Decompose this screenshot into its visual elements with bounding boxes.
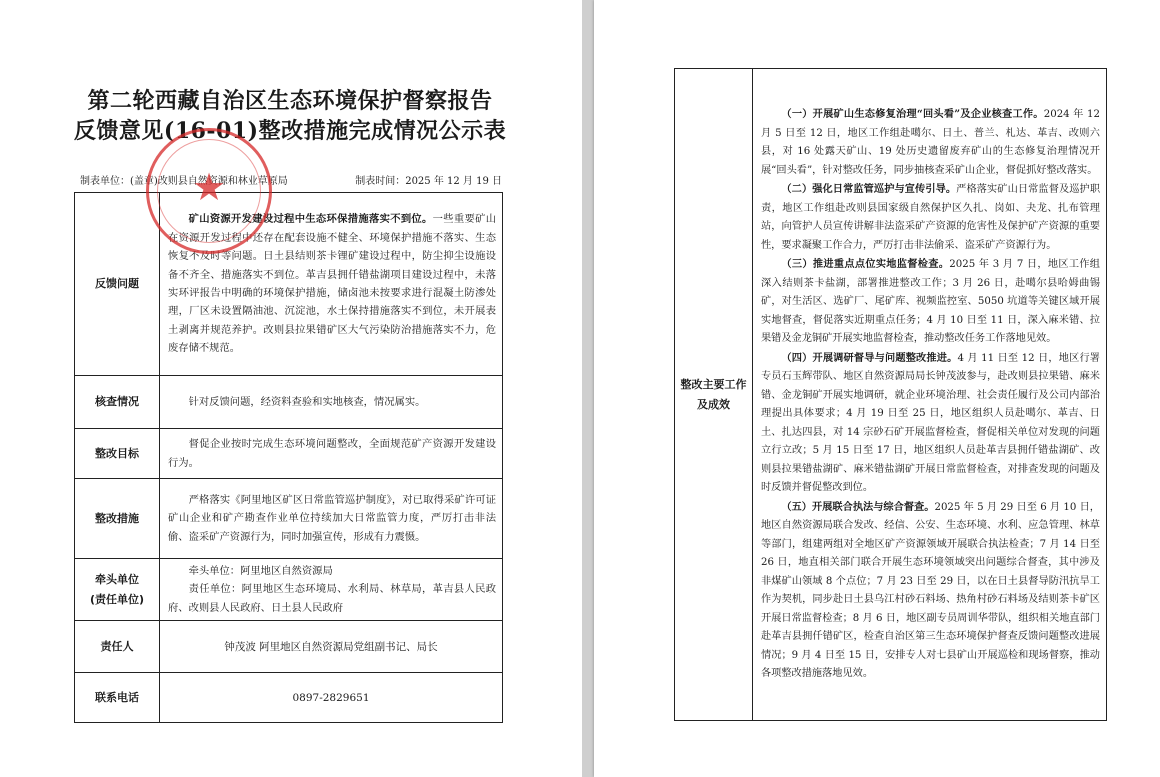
row-verify [75,376,503,429]
production-date: 制表时间：2025 年 12 月 19 日 [355,176,502,187]
paragraph-5-body: 2025 年 5 月 29 日至 6 月 10 日，地区自然资源局联合发改、经信、公安、生态环境、水利、应急管理、林草等部门，组建两组对全地区矿产资源领域开展联合执法检查；7 月 14 日至 26 日，地直相关部门联合开展生态环境领域突出问题综合督查，其中涉及非煤矿山领域 8 个点位；7 月 23 日至 29 日，以在日土县督导防汛抗旱工作为契机，同步赴日土县乌江村砂石料场、热角村砂石料场及结则茶卡矿区开展日常监督检查；8 月 6 日，地区副专员周训华带队，组织相关地直部门赴革吉县拥仟错矿区，检查自治区第三生态环境保护督查反馈问题整改进展情况；9 月 4 日至 15 日，安排专人对七县矿山开展巡检和现场督察，推动各项整改措施落地见效。 [761,501,1100,680]
paragraph-1-body: 2024 年 12 月 5 日至 12 日，地区工作组赴噶尔、日土、普兰、札达、革吉、改则六县，对 16 处露天矿山、19 处历史遗留废弃矿山的生态修复治理情况开展“回头看”，针对整改任务，同步抽核查采矿山企业，督促抓好整改落实。 [761,109,1100,176]
feedback-text: 一些重要矿山在资源开发过程中还存在配套设施不健全、环境保护措施不落实、生态恢复不及时等问题。日土县结则茶卡锂矿建设过程中，防尘抑尘设施设备不齐全、措施落实不到位。革吉县拥仟错盐湖项目建设过程中，未落实环评报告中明确的环境保护措施，储卤池未按要求进行混凝土防渗处理，厂区未设置隔油池、沉淀池，水土保持措施落实不到位，未开展表土剥离并规范养护。改则县拉果错矿区大气污染防治措施落实不力，危废存储不规范。 [168,213,497,355]
cell-main-work [753,69,1107,721]
paragraph-2-body: 严格落实矿山日常监督及巡护职责，地区工作组赴改则县国家级自然保护区久扎、岗如、夬龙、扎布管理站，向管护人员宣传讲解非法盗采矿产资源的危害性及保护矿产资源的重要性，要求凝聚工作合力，严厉打击非法偷采、盗采矿产资源行为。 [761,184,1101,251]
lead-unit: 牵头单位：阿里地区自然资源局 [188,565,333,577]
table-meta [80,172,502,187]
row-measures [75,479,503,559]
measures-text: 严格落实《阿里地区矿区日常监管巡护制度》，对已取得采矿许可证矿山企业和矿产勘查作业单位持续加大日常监管力度，严厉打击非法偷、盗采矿产资源行为，同时加强宣传，形成有力震慑。 [168,493,496,543]
row-person [75,621,503,673]
row-goal [75,429,503,479]
paragraph-3-heading: （三）推进重点点位实地监督检查。 [781,258,950,271]
goal-text: 督促企业按时完成生态环境问题整改，全面规范矿产资源开发建设行为。 [168,438,496,469]
label-main-work-line2: 及成效 [697,397,730,411]
page-gutter [582,0,594,777]
paragraph-5 [761,498,1100,684]
cell-unit [160,559,503,621]
work-results-table [674,68,1107,721]
label-main-work-line1: 整改主要工作 [680,377,747,391]
verify-text: 针对反馈问题，经资料查验和实地核查，情况属实。 [188,395,426,408]
paragraph-1-heading: （一）开展矿山生态修复治理“回头看”及企业核查工作。 [781,108,1044,121]
paragraph-1 [761,105,1100,180]
row-unit [75,559,503,621]
feedback-heading: 矿山资源开发建设过程中生态环保措施落实不到位。 [188,213,433,226]
label-main-work [675,69,753,721]
cell-person: 钟茂波 阿里地区自然资源局党组副书记、局长 [160,621,503,673]
producing-unit: 制表单位：(盖章)改则县自然资源和林业草原局 [80,176,288,187]
label-unit-line1: 牵头单位 [95,572,139,586]
title-line-2: 反馈意见(16-01)整改措施完成情况公示表 [73,118,507,144]
disclosure-table [74,192,503,723]
responsible-units: 责任单位：阿里地区生态环境局、水利局、林草局，革吉县人民政府、改则县人民政府、日土县人民政府 [168,583,496,614]
row-main-work [675,69,1107,721]
cell-phone: 0897-2829651 [160,673,503,723]
row-phone [75,673,503,723]
row-feedback [75,193,503,376]
label-verify: 核查情况 [75,376,160,429]
label-unit-line2: (责任单位) [89,592,145,606]
paragraph-2-heading: （二）强化日常监管巡护与宣传引导。 [781,183,957,196]
label-feedback: 反馈问题 [75,193,160,376]
cell-goal [160,429,503,479]
cell-verify [160,376,503,429]
paragraph-4-body: 4 月 11 日至 12 日，地区行署专员石玉辉带队、地区自然资源局局长钟茂波参与，赴改则县拉果错、麻米错、金龙铜矿开展实地调研，就企业环境治理、社会责任履行及公司内部治理提出具体要求；4 月 19 日至 25 日，地区组织人员赴噶尔、革吉、日土、扎达四县，对 14 宗砂石矿开展监督检查，督促相关单位对发现的问题立行立改；5 月 15 日至 17 日，地区组织人员赴革吉县拥仟错盐湖矿、改则县拉果错盐湖矿、麻米错盐湖矿开展日常监督检查，对排查发现的问题及时反馈并督促整改到位。 [761,352,1100,494]
document-title [70,86,510,146]
paragraph-4-heading: （四）开展调研督导与问题整改推进。 [781,351,958,364]
cell-measures [160,479,503,559]
label-unit [75,559,160,621]
label-goal: 整改目标 [75,429,160,479]
seal-star-icon: ★ [191,165,227,209]
label-phone: 联系电话 [75,673,160,723]
label-measures: 整改措施 [75,479,160,559]
paragraph-4 [761,349,1100,498]
paragraph-3 [761,255,1100,349]
label-person: 责任人 [75,621,160,673]
title-line-1: 第二轮西藏自治区生态环境保护督察报告 [87,88,493,114]
document-page-right [594,0,1160,777]
paragraph-2 [761,180,1100,255]
paragraph-3-body: 2025 年 3 月 7 日，地区工作组深入结则茶卡盐湖，部署推进整改工作；3 月 26 日，赴噶尔县哈姆曲锡矿，对生活区、选矿厂、尾矿库、视频监控室、5050 坑道等关键区域开展实地督查，督促落实近期重点任务；4 月 10 日至 11 日，深入麻米错、拉果错及金龙铜矿开展实地监督检查，推动整改任务工作落地见效。 [761,259,1100,345]
official-seal [146,128,272,254]
paragraph-5-heading: （五）开展联合执法与综合督查。 [781,500,935,513]
